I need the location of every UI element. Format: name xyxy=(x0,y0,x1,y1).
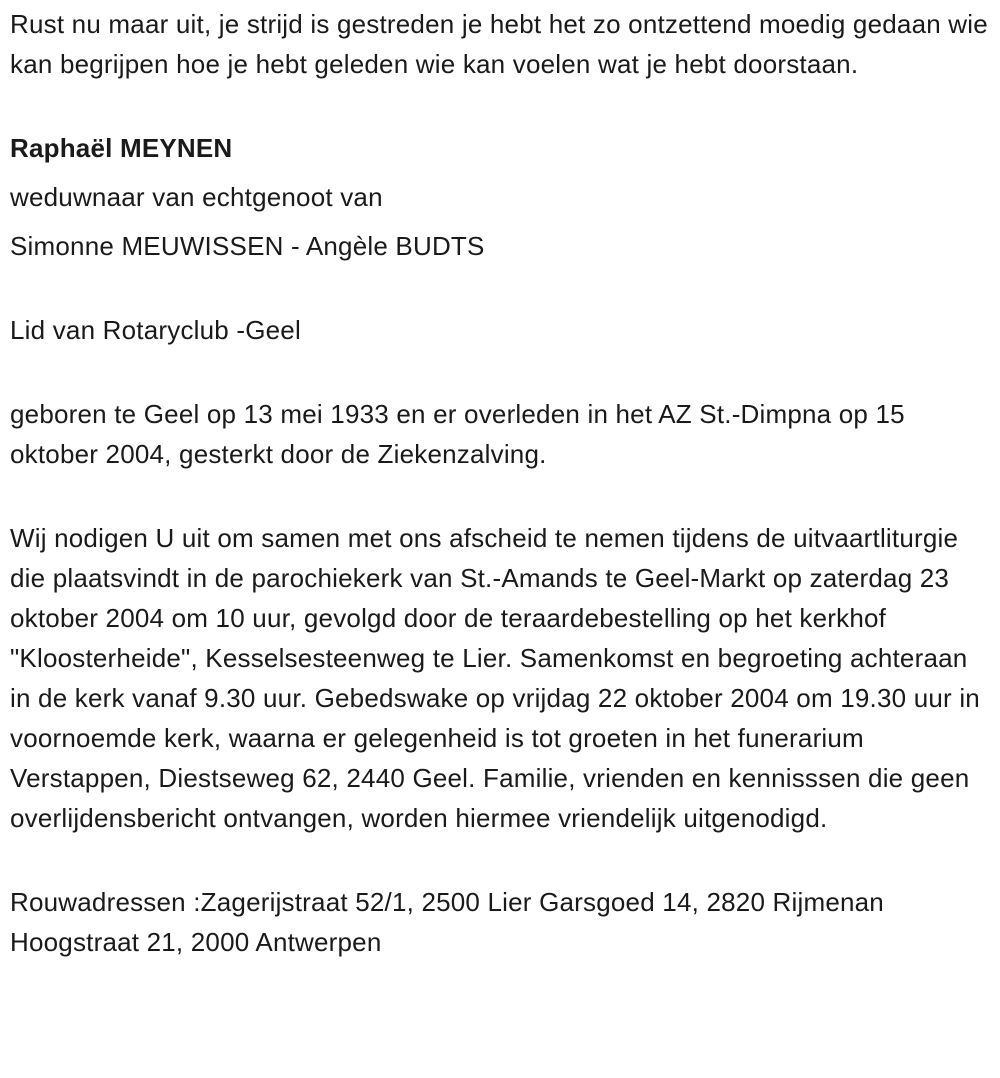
obituary-document xyxy=(10,4,990,962)
mourning-addresses-line: Rouwadressen :Zagerijstraat 52/1, 2500 Lier Garsgoed 14, 2820 Rijmenan Hoogstraat 21, 2000 Antwerpen xyxy=(10,887,884,957)
relationship-line: weduwnaar van echtgenoot van xyxy=(10,182,383,212)
spouse-names: Simonne MEUWISSEN - Angèle BUDTS xyxy=(10,231,485,261)
membership-line: Lid van Rotaryclub -Geel xyxy=(10,315,301,345)
life-dates-line: geboren te Geel op 13 mei 1933 en er overleden in het AZ St.-Dimpna op 15 oktober 2004, gesterkt door de Ziekenzalving. xyxy=(10,399,905,469)
deceased-name: Raphaël MEYNEN xyxy=(10,133,233,163)
funeral-invitation-paragraph: Wij nodigen U uit om samen met ons afscheid te nemen tijdens de uitvaartliturgie die plaatsvindt in de parochiekerk van St.-Amands te Geel-Markt op zaterdag 23 oktober 2004 om 10 uur, gevolgd door de teraardebestelling op het kerkhof "Kloosterheide", Kesselsesteenweg te Lier. Samenkomst en begroeting achteraan in de kerk vanaf 9.30 uur. Gebedswake op vrijdag 22 oktober 2004 om 19.30 uur in voornoemde kerk, waarna er gelegenheid is tot groeten in het funerarium Verstappen, Diestseweg 62, 2440 Geel. Familie, vrienden en kennisssen die geen overlijdensbericht ontvangen, worden hiermee vriendelijk uitgenodigd. xyxy=(10,523,980,833)
epitaph-text: Rust nu maar uit, je strijd is gestreden je hebt het zo ontzettend moedig gedaan wie kan begrijpen hoe je hebt geleden wie kan voelen wat je hebt doorstaan. xyxy=(10,9,988,79)
